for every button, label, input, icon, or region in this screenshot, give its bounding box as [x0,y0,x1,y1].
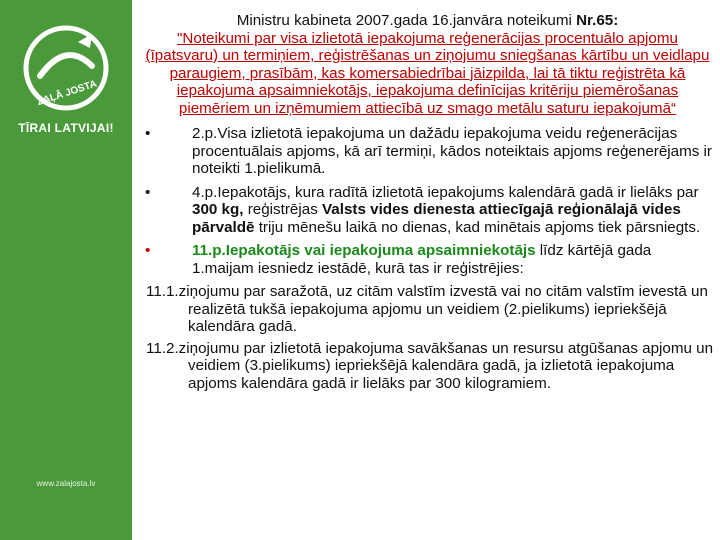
sidebar [0,0,132,540]
bullet-item-2p [140,125,715,178]
bullet-text: reģistrējas [243,201,323,218]
title-body: "Noteikumi par visa izlietotā iepakojuma reģenerācijas procentuālo apjomu (īpatsvaru) un termiņiem, reģistrēšanas un ziņojumu sniegšanas kārtību un veidlapu paraugiem, prasībām, kas komersabiedrībai jāizpilda, lai tā tiktu reģistrēta kā iepakojuma apsaimniekotājs, iepakojuma definīcijas kritēriju piemērošanas piemēriem un izņēmumiem attiecībā uz smago metālu saturu iepakojumā“ [145,29,710,117]
logo-text: ZAĻĀ JOSTA [35,78,99,109]
tagline: TĪRAI LATVIJAI! [18,121,114,135]
bullet-icon: • [145,125,151,142]
bullet-item-11p [140,242,715,277]
bullet-highlight: 11.p.Iepakotājs vai iepakojuma apsaimniekotājs [192,242,536,259]
title-line1: Ministru kabineta 2007.gada 16.janvāra noteikumi [236,12,577,29]
bullet-text: līdz kārtējā gada 1.maijam iesniedz iestādē, kurā tas ir reģistrējies: [192,242,652,277]
title-number: Nr.65: [576,12,619,29]
bullet-bold-weight: 300 kg, [192,201,244,218]
bullet-text: 2.p.Visa izlietotā iepakojuma un dažādu iepakojuma veidu reģenerācijas procentuālais apjoms, kā arī termiņi, kādos noteiktais apjoms reģenerējams ir noteikti 1.pielikumā. [192,125,712,177]
document-title [140,12,715,117]
bullet-bold-authority: Valsts vides dienesta attiecīgajā reģionālajā vides pārvaldē [192,201,681,236]
subitem-11-1: 11.1.ziņojumu par saražotā, uz citām valstīm izvestā vai no citām valstīm ievestā un realizētā tukšā iepakojuma apjomu un veidiem (2.pielikums) iepriekšējā kalendāra gadā. [146,283,708,335]
main-content [140,12,715,396]
subitem-11-2: 11.2.ziņojumu par izlietotā iepakojuma savākšanas un resursu atgūšanas apjomu un veidiem (3.pielikums) iepriekšējā kalendāra gadā, ja izlietotā iepakojuma apjoms kalendāra gadā ir lielāks par 300 kilogramiem. [146,339,714,392]
bullet-item-4p [140,184,715,237]
bullet-icon: • [145,242,151,259]
bullet-text: triju mēnešu laikā no dienas, kad minētais apjoms tiek pārsniegts. [254,218,701,236]
bullet-icon: • [145,183,151,201]
bullet-text: 4.p.Iepakotājs, kura radītā izlietotā iepakojums kalendārā gadā ir lielāks par [192,183,699,201]
website-url: www.zalajosta.lv [36,479,96,488]
zala-josta-logo [18,20,114,116]
